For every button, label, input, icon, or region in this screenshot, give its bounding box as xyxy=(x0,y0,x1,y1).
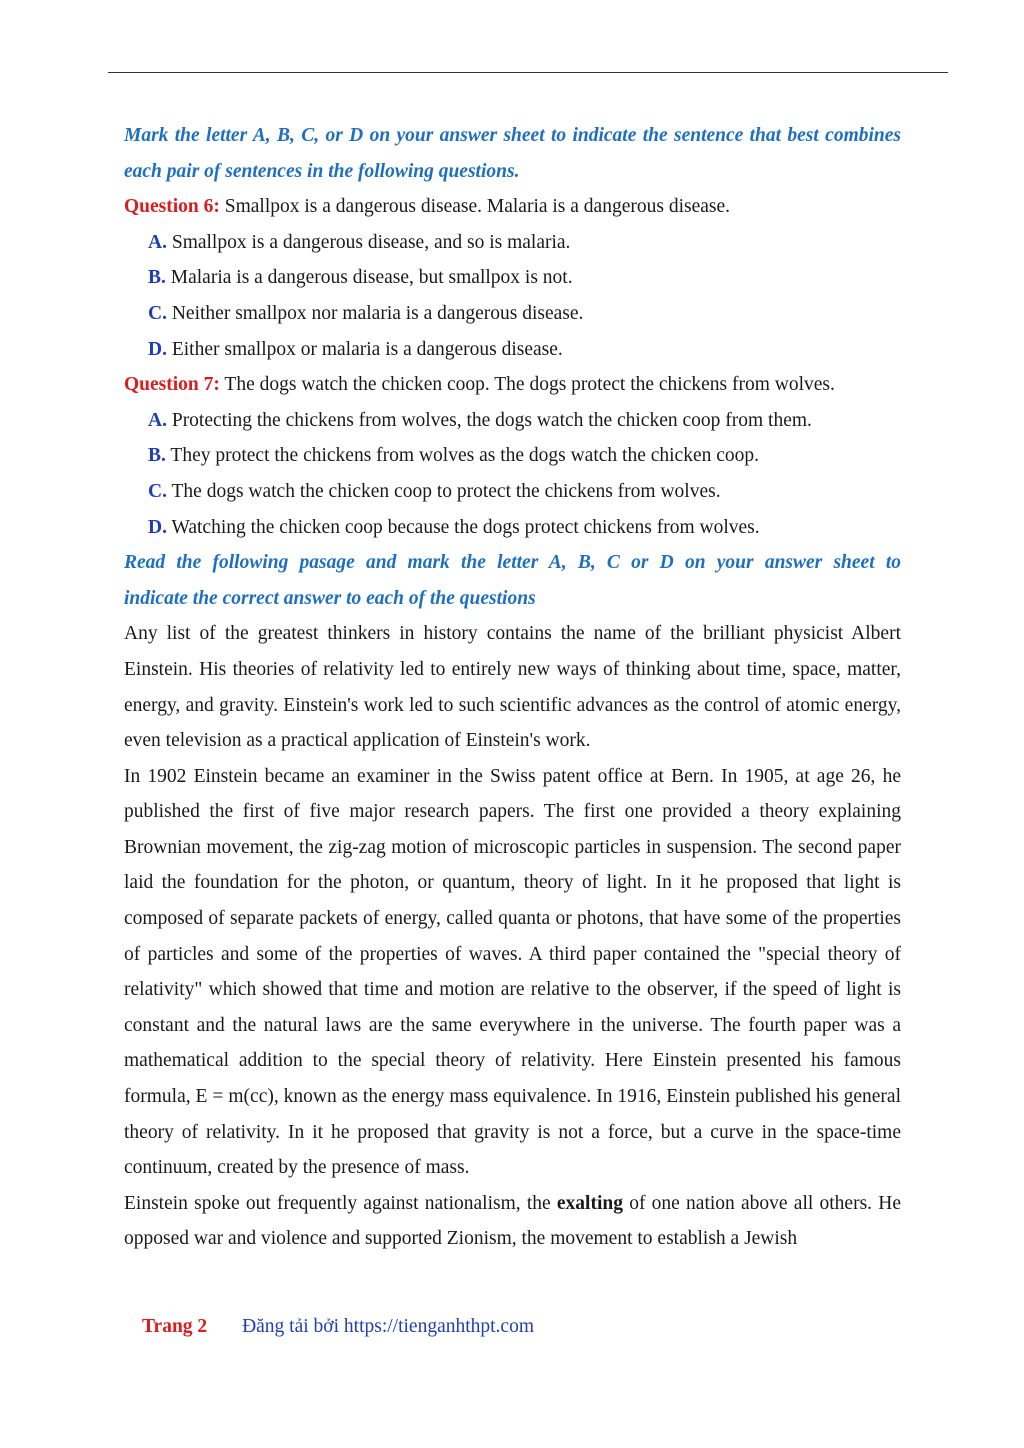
uploaded-by-link[interactable]: Đăng tải bởi https://tienganhthpt.com xyxy=(242,1316,535,1337)
passage-paragraph-2: In 1902 Einstein became an examiner in the Swiss patent office at Bern. In 1905, at age 26, he published the first of five major research papers. The first one provided a theory explaining Brownian movement, the zig-zag motion of microscopic particles in suspension. The second paper laid the foundation for the photon, or quantum, theory of light. In it he proposed that light is composed of separate packets of energy, called quanta or photons, that have some of the properties of particles and some of the properties of waves. A third paper contained the "special theory of relativity" which showed that time and motion are relative to the observer, if the speed of light is constant and the natural laws are the same everywhere in the universe. The fourth paper was a mathematical addition to the special theory of relativity. Here Einstein presented his famous formula, E = m(cc), known as the energy mass equivalence. In 1916, Einstein published his general theory of relativity. In it he proposed that gravity is not a force, but a curve in the space-time continuum, created by the presence of mass. xyxy=(124,765,901,1179)
option-letter: C. xyxy=(148,480,167,502)
passage-paragraph-1: Any list of the greatest thinkers in history contains the name of the brilliant physicist Albert Einstein. His theories of relativity led to entirely new ways of thinking about time, space, matter, energy, and gravity. Einstein's work led to such scientific advances as the control of atomic energy, even television as a practical application of Einstein's work. xyxy=(124,623,901,752)
option-letter: B. xyxy=(148,445,166,467)
header-rule xyxy=(108,72,948,73)
option-text: The dogs watch the chicken coop to protect the chickens from wolves. xyxy=(171,480,721,502)
option-letter: C. xyxy=(148,302,167,324)
highlighted-word: exalting xyxy=(556,1192,623,1214)
question-label: Question 6: xyxy=(124,196,220,218)
option-letter: B. xyxy=(148,267,166,289)
option-7d xyxy=(124,510,901,546)
page-number: Trang 2 xyxy=(142,1316,208,1337)
option-text: Watching the chicken coop because the dogs protect chickens from wolves. xyxy=(171,516,760,538)
section1-instruction-line1: Mark the letter A, B, C, or D on your answer sheet to indicate the sentence that best combines xyxy=(124,125,901,146)
option-text: Malaria is a dangerous disease, but smallpox is not. xyxy=(170,267,573,289)
section1-instruction-line2: each pair of sentences in the following questions. xyxy=(124,160,520,182)
option-letter: D. xyxy=(148,516,167,538)
option-text: Either smallpox or malaria is a dangerous disease. xyxy=(171,338,563,360)
option-text: They protect the chickens from wolves as the dogs watch the chicken coop. xyxy=(170,445,760,467)
option-letter: A. xyxy=(148,231,167,253)
document-body xyxy=(124,118,901,1257)
option-7a xyxy=(124,403,901,439)
page-footer xyxy=(142,1316,534,1338)
option-6c xyxy=(124,296,901,332)
option-letter: A. xyxy=(148,409,167,431)
option-7c xyxy=(124,474,901,510)
option-6d xyxy=(124,332,901,368)
question-6 xyxy=(124,189,901,225)
question-label: Question 7: xyxy=(124,374,220,396)
option-letter: D. xyxy=(148,338,167,360)
option-7b xyxy=(124,438,901,474)
paragraph-text: Einstein spoke out frequently against nationalism, the xyxy=(124,1192,557,1214)
section2-instruction-line2: indicate the correct answer to each of the questions xyxy=(124,587,536,609)
paragraph-text: of one nation above all others. He opposed war and violence and supported Zionism, the movement to establish a Jewish xyxy=(124,1192,901,1250)
question-text: Smallpox is a dangerous disease. Malaria is a dangerous disease. xyxy=(224,196,731,218)
section2-instruction-line1: Read the following pasage and mark the letter A, B, C or D on your answer sheet to xyxy=(124,552,901,574)
question-text: The dogs watch the chicken coop. The dogs protect the chickens from wolves. xyxy=(224,374,835,396)
question-7 xyxy=(124,367,901,403)
option-text: Neither smallpox nor malaria is a dangerous disease. xyxy=(171,302,584,324)
option-6b xyxy=(124,260,901,296)
option-text: Smallpox is a dangerous disease, and so is malaria. xyxy=(171,231,571,253)
passage-paragraph-3 xyxy=(124,1186,901,1257)
option-6a xyxy=(124,225,901,261)
option-text: Protecting the chickens from wolves, the dogs watch the chicken coop from them. xyxy=(171,409,812,431)
